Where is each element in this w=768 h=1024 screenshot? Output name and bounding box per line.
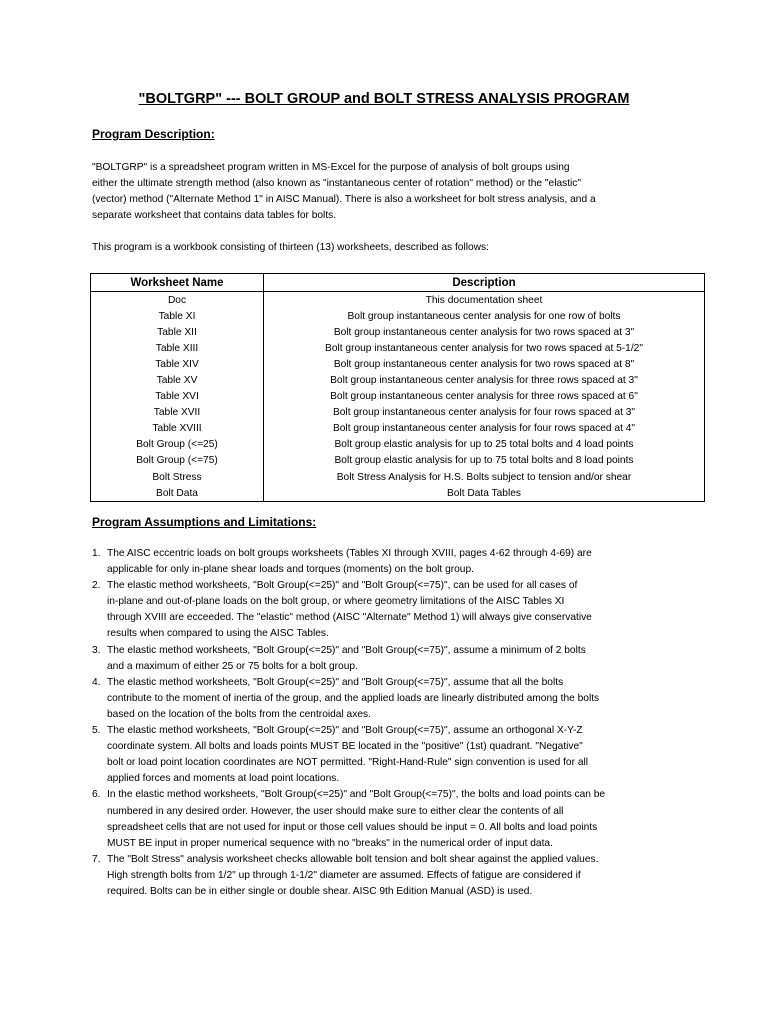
list-item-number: 7. bbox=[92, 853, 101, 865]
table-row bbox=[91, 421, 705, 437]
description-line: either the ultimate strength method (also known as "instantaneous center of rotation" method) or the "elastic" bbox=[92, 178, 582, 189]
assumptions-list bbox=[92, 546, 692, 900]
worksheet-name-cell: Table XVIII bbox=[91, 421, 264, 437]
list-item-line: coordinate system. All bolts and loads points MUST BE located in the "positive" (1st) quadrant. "Negative" bbox=[107, 741, 583, 753]
list-item-line: results when compared to using the AISC Tables. bbox=[107, 628, 329, 640]
worksheet-name-cell: Table XVI bbox=[91, 389, 264, 405]
list-item-line: bolt or load point location coordinates are NOT permitted. "Right-Hand-Rule" sign convention is used for all bbox=[107, 757, 589, 769]
worksheet-name-cell: Table XIV bbox=[91, 356, 264, 372]
worksheet-name-cell: Table XII bbox=[91, 324, 264, 340]
description-paragraph bbox=[92, 160, 692, 224]
column-header-worksheet-name: Worksheet Name bbox=[91, 274, 264, 292]
list-item-number: 3. bbox=[92, 644, 101, 656]
table-row bbox=[91, 453, 705, 469]
description-cell: Bolt group instantaneous center analysis for two rows spaced at 5-1/2" bbox=[325, 342, 643, 354]
table-row bbox=[91, 485, 705, 502]
list-item-line: applicable for only in-plane shear loads and torques (moments) on the bolt group. bbox=[107, 564, 474, 576]
description-cell: Bolt group instantaneous center analysis for two rows spaced at 3" bbox=[333, 326, 635, 338]
description-cell: Bolt group elastic analysis for up to 25 total bolts and 4 load points bbox=[334, 439, 634, 451]
list-item-line: The elastic method worksheets, "Bolt Group(<=25)" and "Bolt Group(<=75)", assume an orthogonal X-Y-Z bbox=[107, 725, 583, 737]
list-item bbox=[92, 643, 692, 675]
list-item-line: High strength bolts from 1/2" up through 1-1/2" diameter are assumed. Effects of fatigue are considered if bbox=[107, 869, 581, 881]
description-cell: Bolt group instantaneous center analysis for three rows spaced at 3" bbox=[330, 375, 638, 387]
list-item-number: 1. bbox=[92, 548, 101, 559]
description-cell: Bolt group elastic analysis for up to 75 total bolts and 8 load points bbox=[334, 455, 634, 467]
list-item-number: 2. bbox=[92, 580, 101, 592]
list-item-line: in-plane and out-of-plane loads on the bolt group, or where geometry limitations of the AISC Tables XI bbox=[107, 596, 565, 608]
list-item bbox=[92, 723, 692, 787]
list-item-line: through XVIII are ecceeded. The "elastic" method (AISC "Alternate" Method 1) will always give conservative bbox=[107, 612, 592, 624]
column-header-description: Description bbox=[264, 274, 705, 292]
table-row bbox=[91, 340, 705, 356]
description-cell: Bolt group instantaneous center analysis for four rows spaced at 3" bbox=[332, 407, 636, 419]
worksheet-name-cell: Table XI bbox=[91, 308, 264, 324]
description-cell: Bolt Stress Analysis for H.S. Bolts subject to tension and/or shear bbox=[336, 471, 632, 483]
list-item bbox=[92, 546, 692, 578]
table-header-row bbox=[91, 274, 705, 292]
list-item-line: In the elastic method worksheets, "Bolt Group(<=25)" and "Bolt Group(<=75)", the bolts and load points can be bbox=[107, 789, 606, 801]
worksheet-name-cell: Doc bbox=[91, 292, 264, 309]
description-cell: Bolt group instantaneous center analysis for one row of bolts bbox=[347, 310, 621, 322]
worksheet-name-cell: Bolt Stress bbox=[91, 469, 264, 485]
table-row bbox=[91, 308, 705, 324]
program-description-heading: Program Description: bbox=[92, 127, 215, 141]
table-row bbox=[91, 372, 705, 388]
worksheet-name-cell: Bolt Group (<=75) bbox=[91, 453, 264, 469]
page-title: "BOLTGRP" --- BOLT GROUP and BOLT STRESS ANALYSIS PROGRAM bbox=[138, 91, 630, 107]
worksheet-name-cell: Bolt Group (<=25) bbox=[91, 437, 264, 453]
list-item-line: The "Bolt Stress" analysis worksheet checks allowable bolt tension and bolt shear against the applied values. bbox=[107, 853, 599, 865]
table-row bbox=[91, 469, 705, 485]
list-item-line: The AISC eccentric loads on bolt groups worksheets (Tables XI through XVIII, pages 4-62 through 4-69) are bbox=[107, 548, 592, 559]
list-item bbox=[92, 675, 692, 723]
description-cell: Bolt group instantaneous center analysis for two rows spaced at 8" bbox=[333, 358, 635, 370]
description-line: (vector) method ("Alternate Method 1" in AISC Manual). There is also a worksheet for bolt stress analysis, and a bbox=[92, 194, 596, 205]
list-item-line: MUST BE input in proper numerical sequence with no "breaks" in the numerical order of input data. bbox=[107, 837, 553, 849]
list-item-line: The elastic method worksheets, "Bolt Group(<=25)" and "Bolt Group(<=75)", assume that all the bolts bbox=[107, 676, 564, 688]
list-item-line: The elastic method worksheets, "Bolt Group(<=25)" and "Bolt Group(<=75)", can be used for all cases of bbox=[107, 580, 578, 592]
description-cell: Bolt group instantaneous center analysis for four rows spaced at 4" bbox=[332, 423, 636, 435]
table-row bbox=[91, 292, 705, 309]
list-item-number: 5. bbox=[92, 725, 101, 737]
description-cell: This documentation sheet bbox=[425, 294, 543, 306]
list-item bbox=[92, 578, 692, 642]
worksheet-name-cell: Bolt Data bbox=[91, 485, 264, 502]
worksheet-table bbox=[90, 273, 705, 502]
list-item bbox=[92, 787, 692, 851]
list-item-line: spreadsheet cells that are not used for input or those cell values should be input = 0. All bolts and load points bbox=[107, 821, 598, 833]
intro-line: This program is a workbook consisting of thirteen (13) worksheets, described as follows: bbox=[92, 242, 489, 253]
list-item-line: required. Bolts can be in either single or double shear. AISC 9th Edition Manual (ASD) is used. bbox=[107, 885, 533, 897]
description-line: "BOLTGRP" is a spreadsheet program written in MS-Excel for the purpose of analysis of bolt groups using bbox=[92, 162, 570, 173]
list-item-line: The elastic method worksheets, "Bolt Group(<=25)" and "Bolt Group(<=75)", assume a minimum of 2 bolts bbox=[107, 644, 586, 656]
description-cell: Bolt group instantaneous center analysis for three rows spaced at 6" bbox=[330, 391, 638, 403]
description-line: separate worksheet that contains data tables for bolts. bbox=[92, 210, 337, 221]
list-item-number: 6. bbox=[92, 789, 101, 801]
description-cell: Bolt Data Tables bbox=[447, 487, 521, 499]
list-item-line: contribute to the moment of inertia of the group, and the applied loads are linearly distributed among the bolts bbox=[107, 692, 600, 704]
assumptions-heading: Program Assumptions and Limitations: bbox=[92, 515, 317, 529]
list-item-line: numbered in any desired order. However, the user should make sure to either clear the contents of all bbox=[107, 805, 564, 817]
worksheet-name-cell: Table XVII bbox=[91, 405, 264, 421]
list-item-line: applied forces and moments at load point locations. bbox=[107, 773, 340, 785]
table-row bbox=[91, 356, 705, 372]
workbook-intro-paragraph bbox=[92, 240, 692, 256]
table-row bbox=[91, 405, 705, 421]
table-row bbox=[91, 324, 705, 340]
list-item-line: and a maximum of either 25 or 75 bolts for a bolt group. bbox=[107, 660, 358, 672]
list-item-line: based on the location of the bolts from the centroidal axes. bbox=[107, 708, 371, 720]
list-item-number: 4. bbox=[92, 676, 101, 688]
worksheet-name-cell: Table XIII bbox=[91, 340, 264, 356]
worksheet-name-cell: Table XV bbox=[91, 372, 264, 388]
list-item bbox=[92, 852, 692, 900]
table-row bbox=[91, 437, 705, 453]
table-row bbox=[91, 389, 705, 405]
